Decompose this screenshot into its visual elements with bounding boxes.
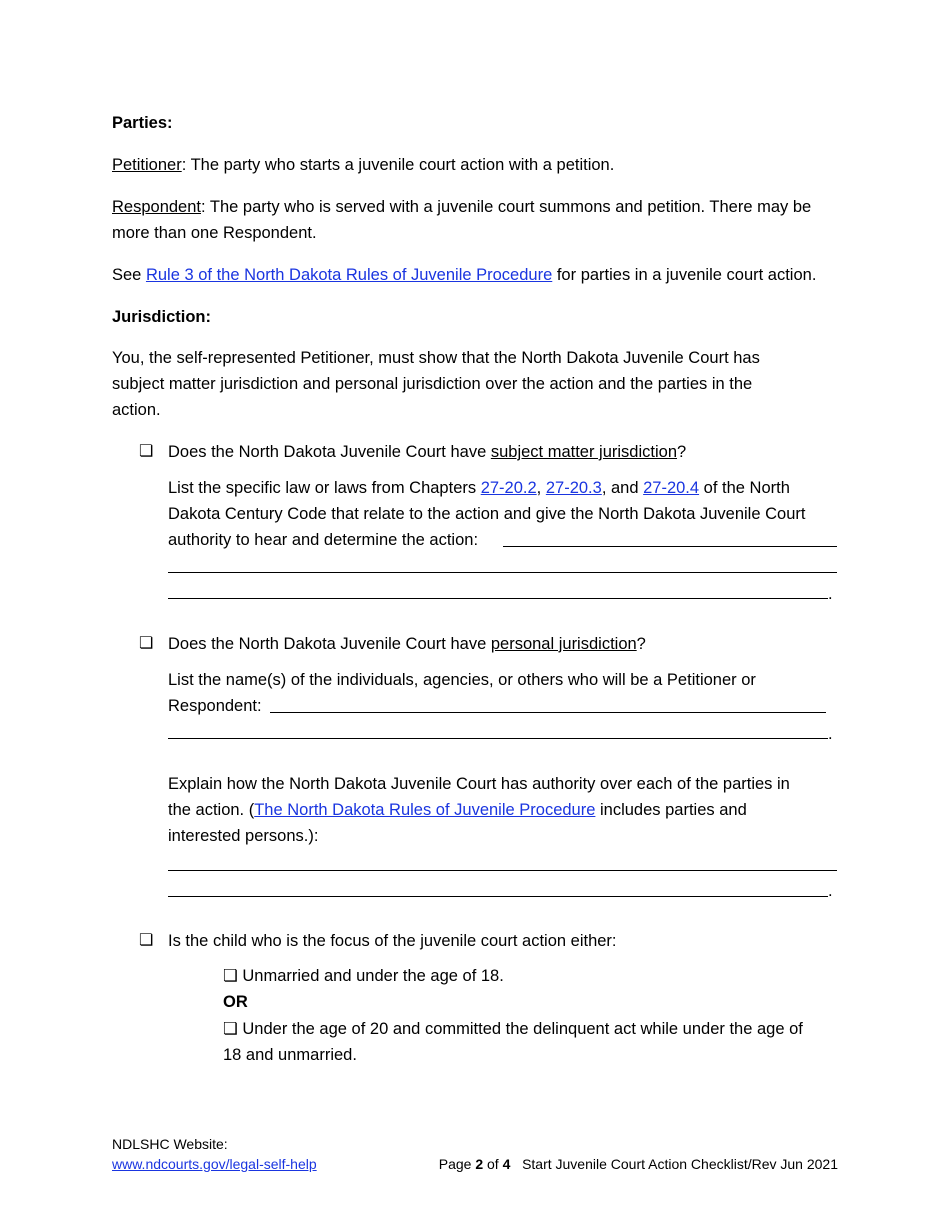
q1-prefix: Does the North Dakota Juvenile Court have — [168, 443, 491, 461]
q1-checkbox[interactable]: ❏ — [139, 443, 154, 460]
page-number: 2 — [475, 1156, 484, 1172]
q2-names-answer-line-1[interactable] — [270, 712, 826, 713]
q2-names-line2: Respondent: — [168, 697, 262, 715]
doc-title: Start Juvenile Court Action Checklist/Rev Jun 2021 — [522, 1156, 838, 1172]
respondent-definition — [112, 194, 852, 220]
q2-explain-line2 — [168, 797, 747, 823]
petitioner-term: Petitioner — [112, 156, 182, 174]
q1-sep-1: , — [536, 479, 546, 497]
respondent-def-text: : The party who is served with a juvenile court summons and petition. There may be — [201, 198, 812, 216]
q3-checkbox[interactable]: ❏ — [139, 932, 154, 949]
petitioner-def-text: : The party who starts a juvenile court action with a petition. — [181, 156, 615, 174]
q2-checkbox[interactable]: ❏ — [139, 635, 154, 652]
q2-explain-answer-line-1[interactable] — [168, 870, 837, 871]
q1-sep-2: , and — [601, 479, 644, 497]
q2-suffix: ? — [636, 635, 646, 653]
of-word: of — [483, 1156, 503, 1172]
subject-matter-term: subject matter jurisdiction — [490, 443, 678, 461]
q1-list-suffix: of the North — [699, 479, 790, 497]
page-total: 4 — [502, 1156, 511, 1172]
q3-or-label: OR — [223, 993, 248, 1011]
q1-question — [168, 439, 686, 465]
page-word: Page — [438, 1156, 476, 1172]
q3-question: Is the child who is the focus of the juvenile court action either: — [168, 932, 617, 950]
jurisdiction-intro-3: action. — [112, 401, 161, 419]
petitioner-definition — [112, 152, 840, 178]
chapter-27-20-2-link[interactable]: 27-20.2 — [480, 479, 537, 497]
q1-answer-line-2[interactable] — [168, 572, 837, 573]
jurisdiction-intro-1: You, the self-represented Petitioner, must show that the North Dakota Juvenile Court has — [112, 349, 760, 367]
q1-list-line3: authority to hear and determine the action: — [168, 531, 479, 549]
see-suffix: for parties in a juvenile court action. — [552, 266, 817, 284]
see-prefix: See — [112, 266, 146, 284]
document-page — [112, 0, 840, 1230]
q1-suffix: ? — [677, 443, 687, 461]
q2-explain-prefix: the action. ( — [168, 801, 255, 819]
chapter-27-20-4-link[interactable]: 27-20.4 — [643, 479, 700, 497]
q2-explain-period: . — [828, 882, 833, 900]
q2-names-period: . — [828, 725, 833, 743]
personal-jurisdiction-term: personal jurisdiction — [490, 635, 637, 653]
q3-option-1-label: Unmarried and under the age of 18. — [242, 967, 504, 985]
chapter-27-20-3-link[interactable]: 27-20.3 — [545, 479, 602, 497]
q2-names-line1: List the name(s) of the individuals, agencies, or others who will be a Petitioner or — [168, 671, 756, 689]
q1-list-line2: Dakota Century Code that relate to the action and give the North Dakota Juvenile Court — [168, 505, 806, 523]
q3-option-2-checkbox[interactable]: ❏ — [223, 1020, 238, 1038]
q2-names-answer-line-2[interactable] — [168, 738, 828, 739]
q2-explain-suffix: includes parties and — [595, 801, 747, 819]
q3-option-2-label: Under the age of 20 and committed the delinquent act while under the age of — [242, 1020, 803, 1038]
q3-option-2 — [223, 1016, 803, 1042]
respondent-term: Respondent — [112, 198, 201, 216]
q1-period: . — [828, 585, 833, 603]
q2-explain-line3: interested persons.): — [168, 827, 319, 845]
q3-option-2-line2: 18 and unmarried. — [223, 1046, 357, 1064]
q3-option-1 — [223, 963, 504, 989]
parties-heading: Parties: — [112, 114, 173, 132]
q1-answer-line-1[interactable] — [503, 546, 837, 547]
rule3-link[interactable]: Rule 3 of the North Dakota Rules of Juvenile Procedure — [145, 266, 553, 284]
footer-site-label: NDLSHC Website: — [112, 1136, 228, 1152]
footer-site-link[interactable]: www.ndcourts.gov/legal-self-help — [112, 1156, 317, 1172]
juvenile-rules-link[interactable]: The North Dakota Rules of Juvenile Procedure — [254, 801, 596, 819]
q2-prefix: Does the North Dakota Juvenile Court have — [168, 635, 491, 653]
jurisdiction-intro-2: subject matter jurisdiction and personal jurisdiction over the action and the parties in the — [112, 375, 753, 393]
footer-page-info — [439, 1154, 838, 1174]
q2-explain-line1: Explain how the North Dakota Juvenile Court has authority over each of the parties in — [168, 775, 790, 793]
rule3-reference — [112, 262, 816, 288]
q2-question — [168, 631, 646, 657]
q3-option-1-checkbox[interactable]: ❏ — [223, 967, 238, 985]
q1-list-line1 — [168, 475, 790, 501]
jurisdiction-heading: Jurisdiction: — [112, 308, 212, 326]
q2-explain-answer-line-2[interactable] — [168, 896, 828, 897]
q1-list-prefix: List the specific law or laws from Chapters — [168, 479, 481, 497]
q1-answer-line-3[interactable] — [168, 598, 828, 599]
respondent-def-line2: more than one Respondent. — [112, 224, 317, 242]
